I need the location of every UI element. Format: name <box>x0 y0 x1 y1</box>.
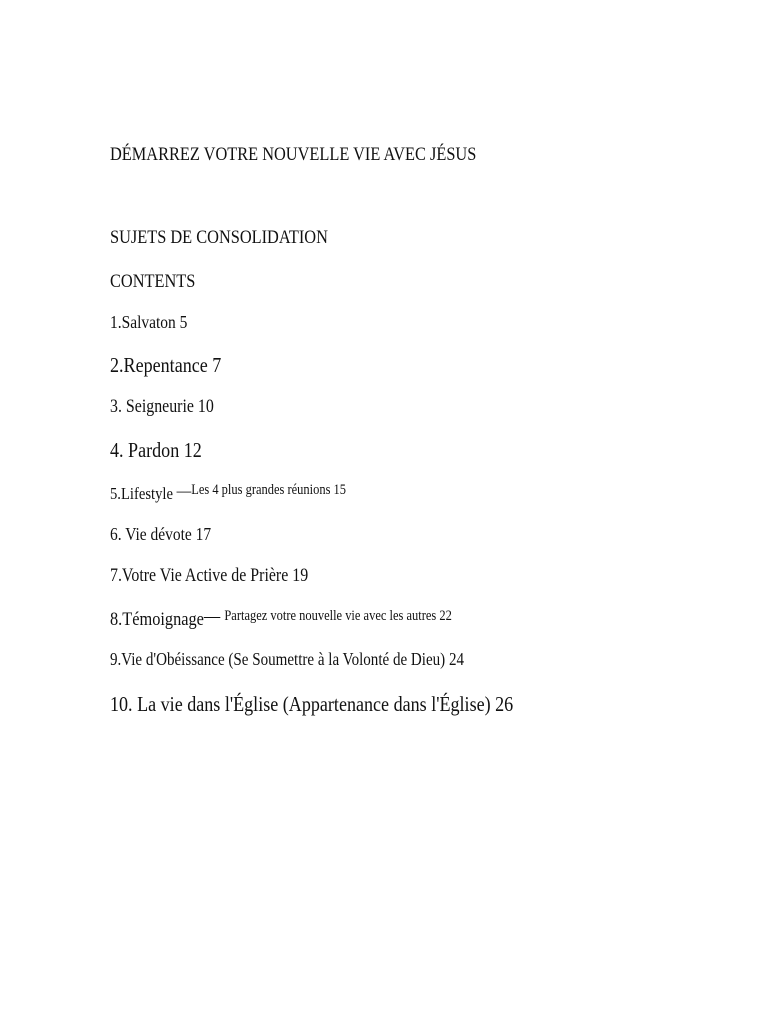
toc-item-lifestyle <box>110 481 347 503</box>
toc-item-lifestyle-sub: Les 4 plus grandes réunions 15 <box>191 482 347 498</box>
toc-item-priere: 7.Votre Vie Active de Prière 19 <box>110 566 309 586</box>
toc-item-seigneurie: 3. Seigneurie 10 <box>110 397 214 417</box>
toc-item-repentance: 2.Repentance 7 <box>110 353 222 377</box>
toc-item-vie-devote: 6. Vie dévote 17 <box>110 524 212 544</box>
toc-item-temoignage-dash: — <box>203 606 221 627</box>
toc-item-lifestyle-main: 5.Lifestyle <box>110 484 173 503</box>
toc-item-temoignage-main: 8.Témoignage <box>110 609 204 630</box>
toc-item-obeissance: 9.Vie d'Obéissance (Se Soumettre à la Volonté de Dieu) 24 <box>110 649 465 669</box>
toc-item-eglise: 10. La vie dans l'Église (Appartenance dans l'Église) 26 <box>110 692 514 716</box>
document-title: DÉMARREZ VOTRE NOUVELLE VIE AVEC JÉSUS <box>110 144 477 165</box>
toc-item-salvation: 1.Salvaton 5 <box>110 312 188 332</box>
contents-heading: CONTENTS <box>110 271 196 292</box>
toc-item-pardon: 4. Pardon 12 <box>110 438 202 462</box>
toc-item-lifestyle-dash: — <box>176 481 192 500</box>
toc-item-temoignage-sub: Partagez votre nouvelle vie avec les autres 22 <box>224 608 452 624</box>
document-subtitle: SUJETS DE CONSOLIDATION <box>110 227 328 248</box>
toc-item-temoignage <box>110 606 452 630</box>
